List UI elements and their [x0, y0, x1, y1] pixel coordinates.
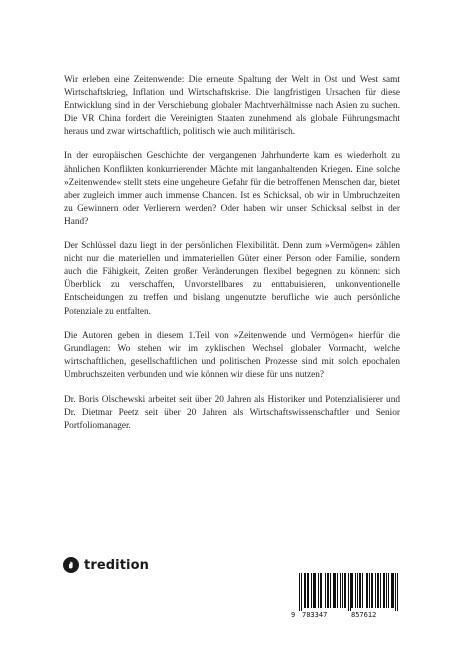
barcode-bar [360, 573, 361, 608]
barcode-bar [384, 573, 385, 608]
barcode-bar [357, 573, 358, 608]
paragraph-4: Die Autoren geben in diesem 1.Teil von »Zeitenwende und Vermögen« hierfür die Grundlagen: Wo stehen wir im zyklischen Wechsel globaler Vormacht, welche wirtschaftlichen, gesellschaftlichen und politischen Prozesse sind mit solch epochalen Umbruchszeiten verbunden und wie können wir diese für uns nutzen? [64, 330, 400, 380]
barcode-bar [314, 573, 315, 608]
barcode-bar [334, 573, 335, 608]
barcode-bar [328, 573, 329, 608]
barcode-bar [330, 573, 331, 608]
barcode-bar [369, 573, 370, 608]
barcode-bars [291, 573, 401, 613]
barcode-bar [325, 573, 326, 608]
barcode-bar [307, 573, 308, 608]
barcode-bar [313, 573, 314, 608]
barcode-bar [345, 573, 346, 608]
barcode-bar [352, 573, 353, 608]
tredition-hand-icon [63, 557, 79, 573]
barcode-bar [350, 573, 351, 611]
barcode-bar [351, 573, 352, 608]
barcode-bar [337, 573, 338, 608]
barcode-bar [333, 573, 334, 608]
barcode-bar [397, 573, 398, 611]
barcode-bar [392, 573, 393, 608]
barcode-bar [380, 573, 381, 608]
barcode-right-group: 857612 [351, 611, 377, 619]
paragraph-2: In der europäischen Geschichte der vergangenen Jahrhunderte kam es wiederholt zu ähnlichen Konflikten konkurrierender Mächte mit langanhaltenden Kriegen. Eine solche »Zeitenwende« stellt stets eine ungeheure Gefahr für die betroffenen Menschen dar, bietet aber zugleich immer auch immense Chancen. Ist es Schicksal, ob wir in Umbruchzeiten zu Gewinnern oder Verlierern werden? Oder haben wir unser Schicksal selbst in der Hand? [64, 151, 400, 227]
barcode-bar [301, 573, 302, 611]
paragraph-5: Dr. Boris Olschewski arbeitet seit über 20 Jahren als Historiker und Potenzialisierer und Dr. Dietmar Peetz seit über 20 Jahren als Wirtschaftswissenschaftler und Senior Portfoliomanager. [64, 394, 400, 432]
barcode-bar [305, 573, 306, 608]
paragraph-1: Wir erleben eine Zeitenwende: Die erneute Spaltung der Welt in Ost und West samt Wirtschaftskrieg, Inflation und Wirtschaftskrise. Die langfristigen Ursachen für diese Entwicklung sind in der Verschiebung globaler Machtverhältnisse nach Asien zu suchen. Die VR China fordert die Vereinigten Staaten zunehmend als globale Führungsmacht heraus und zwar wirtschaftlich, politisch wie auch militärisch. [64, 75, 400, 138]
barcode-bar [383, 573, 384, 608]
barcode-bar [372, 573, 373, 608]
barcode-bar [340, 573, 341, 608]
barcode-bar [311, 573, 312, 608]
barcode-bar [388, 573, 389, 608]
barcode-bar [378, 573, 379, 608]
barcode-bar [335, 573, 336, 608]
barcode-bar [371, 573, 372, 608]
blurb-text [64, 74, 400, 443]
barcode-bar [318, 573, 319, 608]
isbn-barcode [291, 573, 401, 619]
barcode-bar [359, 573, 360, 608]
barcode-bar [299, 573, 300, 611]
publisher-logo [63, 557, 149, 573]
paragraph-3: Der Schlüssel dazu liegt in der persönlichen Flexibilität. Denn zum »Vermögen« zählen nicht nur die materiellen und immateriellen Güter einer Person oder Familie, sondern auch die Fähigkeit, Zeiten großer Veränderungen flexibel begegnen zu können: sich Überblick zu verschaffen, Unvorstellbares zu enttabuisieren, unkonventionelle Entscheidungen zu treffen und bislang ungenutzte berufliche wie auch persönliche Potenziale zu entfalten. [64, 241, 400, 317]
barcode-left-group: 783347 [302, 611, 328, 619]
barcode-bar [391, 573, 392, 608]
barcode-bar [375, 573, 376, 608]
barcode-bar [308, 573, 309, 608]
barcode-bar [355, 573, 356, 608]
barcode-first-digit: 9 [291, 611, 296, 619]
barcode-bar [315, 573, 316, 608]
publisher-name: tredition [84, 557, 149, 573]
barcode-bar [386, 573, 387, 608]
barcode-bar [320, 573, 321, 608]
barcode-bar [362, 573, 363, 608]
barcode-bar [342, 573, 343, 608]
barcode-bar [377, 573, 378, 608]
barcode-bar [327, 573, 328, 608]
barcode-bar [367, 573, 368, 608]
barcode-bar [393, 573, 394, 608]
barcode-bar [304, 573, 305, 608]
barcode-bar [344, 573, 345, 608]
barcode-bar [321, 573, 322, 608]
barcode-bar [366, 573, 367, 608]
barcode-bar [348, 573, 349, 611]
barcode-bar [395, 573, 396, 611]
